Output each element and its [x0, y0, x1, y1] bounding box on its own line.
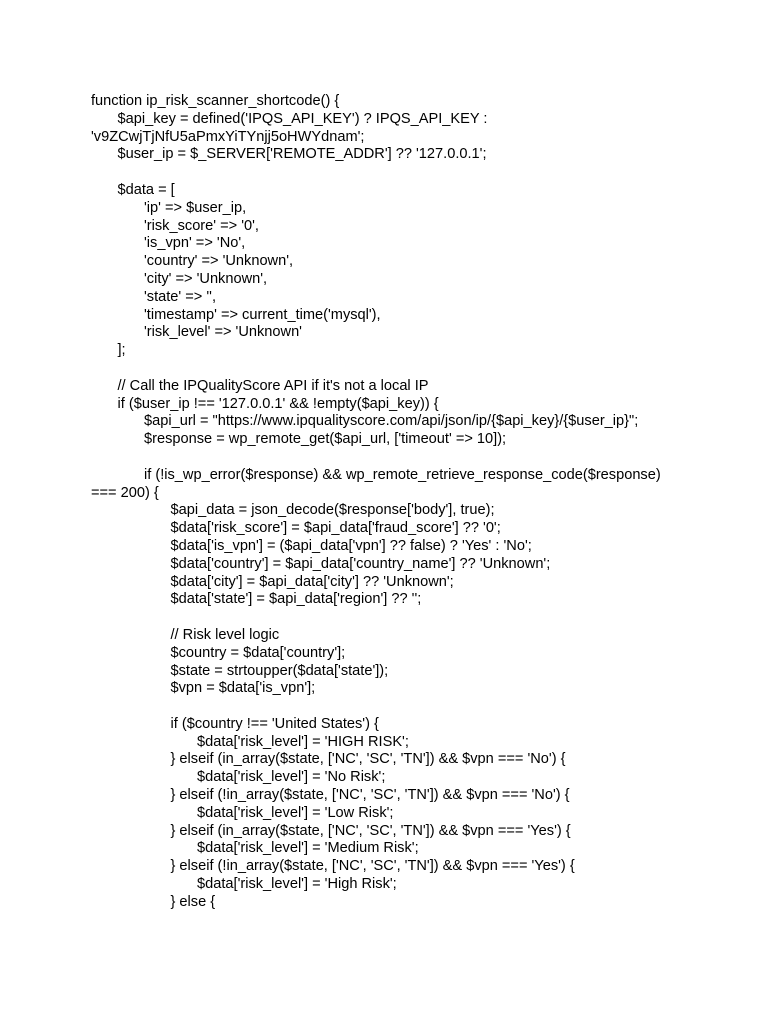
code-line: if ($country !== 'United States') { — [170, 715, 379, 732]
code-line: } elseif (!in_array($state, ['NC', 'SC', 'TN']) && $vpn === 'No') { — [170, 787, 570, 804]
code-line: $user_ip = $_SERVER['REMOTE_ADDR'] ?? '127.0.0.1'; — [117, 146, 487, 163]
code-line: 'v9ZCwjTjNfU5aPmxYiTYnjj5oHWYdnam'; — [91, 128, 365, 145]
code-line: $data['state'] = $api_data['region'] ?? ''; — [170, 591, 422, 608]
code-line: $country = $data['country']; — [170, 644, 346, 661]
code-line — [91, 360, 711, 378]
code-line — [91, 449, 711, 467]
code-line: function ip_risk_scanner_shortcode() { — [91, 93, 340, 109]
code-line — [91, 698, 711, 716]
code-line: } elseif (!in_array($state, ['NC', 'SC', 'TN']) && $vpn === 'Yes') { — [170, 858, 575, 875]
code-line: 'state' => '', — [144, 288, 216, 305]
code-line: $data['risk_level'] = 'High Risk'; — [197, 876, 397, 893]
code-line: 'is_vpn' => 'No', — [144, 235, 246, 252]
code-line: $data['risk_level'] = 'HIGH RISK'; — [197, 733, 409, 750]
code-line: $data['risk_score'] = $api_data['fraud_score'] ?? '0'; — [170, 520, 501, 537]
code-line: // Call the IPQualityScore API if it's not a local IP — [117, 377, 429, 394]
code-line: $state = strtoupper($data['state']); — [170, 662, 389, 679]
code-line: 'risk_level' => 'Unknown' — [144, 324, 302, 341]
code-line: } else { — [170, 893, 216, 910]
code-line: } elseif (in_array($state, ['NC', 'SC', 'TN']) && $vpn === 'No') { — [170, 751, 566, 768]
code-line: 'city' => 'Unknown', — [144, 270, 268, 287]
code-line: $api_url = "https://www.ipqualityscore.com/api/json/ip/{$api_key}/{$user_ip}"; — [144, 413, 639, 430]
code-block — [91, 93, 711, 912]
code-line: } elseif (in_array($state, ['NC', 'SC', 'TN']) && $vpn === 'Yes') { — [170, 822, 571, 839]
code-line: $data['risk_level'] = 'No Risk'; — [197, 769, 386, 786]
code-line: $api_data = json_decode($response['body'], true); — [170, 502, 495, 519]
code-line: $data['risk_level'] = 'Medium Risk'; — [197, 840, 419, 857]
code-line: $data['country'] = $api_data['country_name'] ?? 'Unknown'; — [170, 555, 551, 572]
code-line — [91, 609, 711, 627]
code-line: 'timestamp' => current_time('mysql'), — [144, 306, 381, 323]
code-line: === 200) { — [91, 484, 159, 501]
code-line: $data['is_vpn'] = ($api_data['vpn'] ?? false) ? 'Yes' : 'No'; — [170, 537, 532, 554]
code-line: ]; — [117, 342, 126, 359]
code-line: $api_key = defined('IPQS_API_KEY') ? IPQS_API_KEY : — [117, 110, 488, 127]
code-line: $vpn = $data['is_vpn']; — [170, 680, 316, 697]
code-line: 'country' => 'Unknown', — [144, 253, 294, 270]
code-line: $data['risk_level'] = 'Low Risk'; — [197, 804, 394, 821]
code-line: if ($user_ip !== '127.0.0.1' && !empty($api_key)) { — [117, 395, 439, 412]
code-line: if (!is_wp_error($response) && wp_remote_retrieve_response_code($response) — [144, 466, 661, 483]
code-line: 'ip' => $user_ip, — [144, 199, 247, 216]
code-line: 'risk_score' => '0', — [144, 217, 259, 234]
code-line: $data = [ — [117, 181, 175, 198]
code-line: $data['city'] = $api_data['city'] ?? 'Unknown'; — [170, 573, 454, 590]
code-line: // Risk level logic — [170, 626, 280, 643]
code-line — [91, 164, 711, 182]
code-line: $response = wp_remote_get($api_url, ['timeout' => 10]); — [144, 431, 507, 448]
